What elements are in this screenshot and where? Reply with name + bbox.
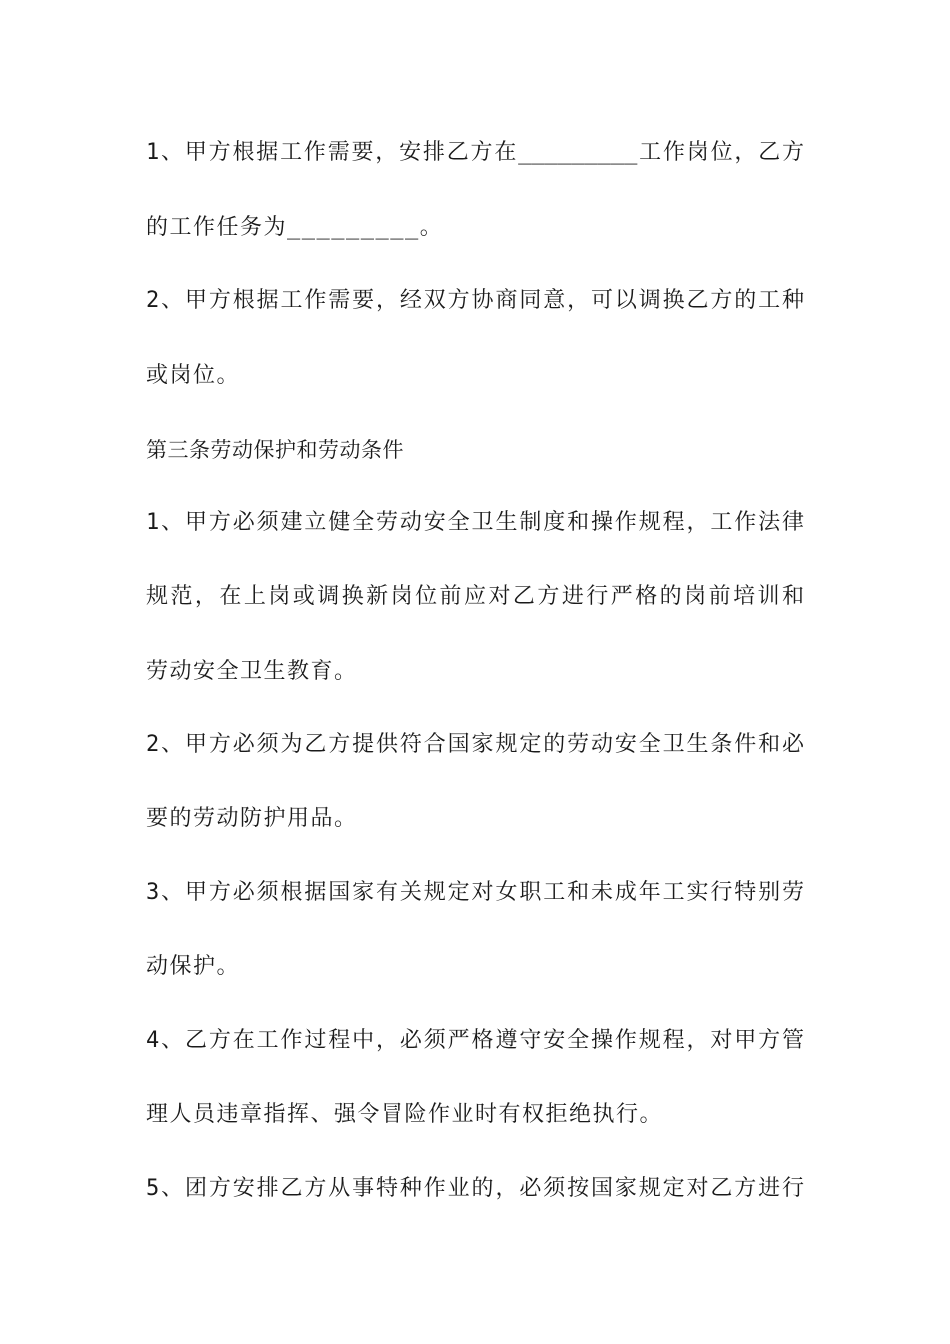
section-heading: 第三条劳动保护和劳动条件	[146, 438, 404, 462]
text-line: 劳动安全卫生教育。	[146, 659, 358, 684]
text-line: 2、甲方必须为乙方提供符合国家规定的劳动安全卫生条件和必	[146, 732, 804, 757]
text-line: 的工作任务为_________。	[146, 215, 444, 240]
text-line: 2、甲方根据工作需要，经双方协商同意，可以调换乙方的工种	[146, 288, 804, 313]
text-line: 1、甲方必须建立健全劳动安全卫生制度和操作规程，工作法律	[146, 510, 804, 535]
text-line: 3、甲方必须根据国家有关规定对女职工和未成年工实行特别劳	[146, 880, 804, 905]
text-line: 或岗位。	[146, 363, 241, 388]
text-line: 1、甲方根据工作需要，安排乙方在_________工作岗位，乙方	[146, 140, 804, 165]
text-line: 理人员违章指挥、强令冒险作业时有权拒绝执行。	[146, 1102, 664, 1127]
text-line: 动保护。	[146, 954, 241, 979]
text-line: 要的劳动防护用品。	[146, 806, 358, 831]
text-line: 4、乙方在工作过程中，必须严格遵守安全操作规程，对甲方管	[146, 1028, 804, 1053]
text-line: 5、团方安排乙方从事特种作业的，必须按国家规定对乙方进行	[146, 1176, 804, 1201]
text-line: 规范，在上岗或调换新岗位前应对乙方进行严格的岗前培训和	[146, 584, 804, 609]
